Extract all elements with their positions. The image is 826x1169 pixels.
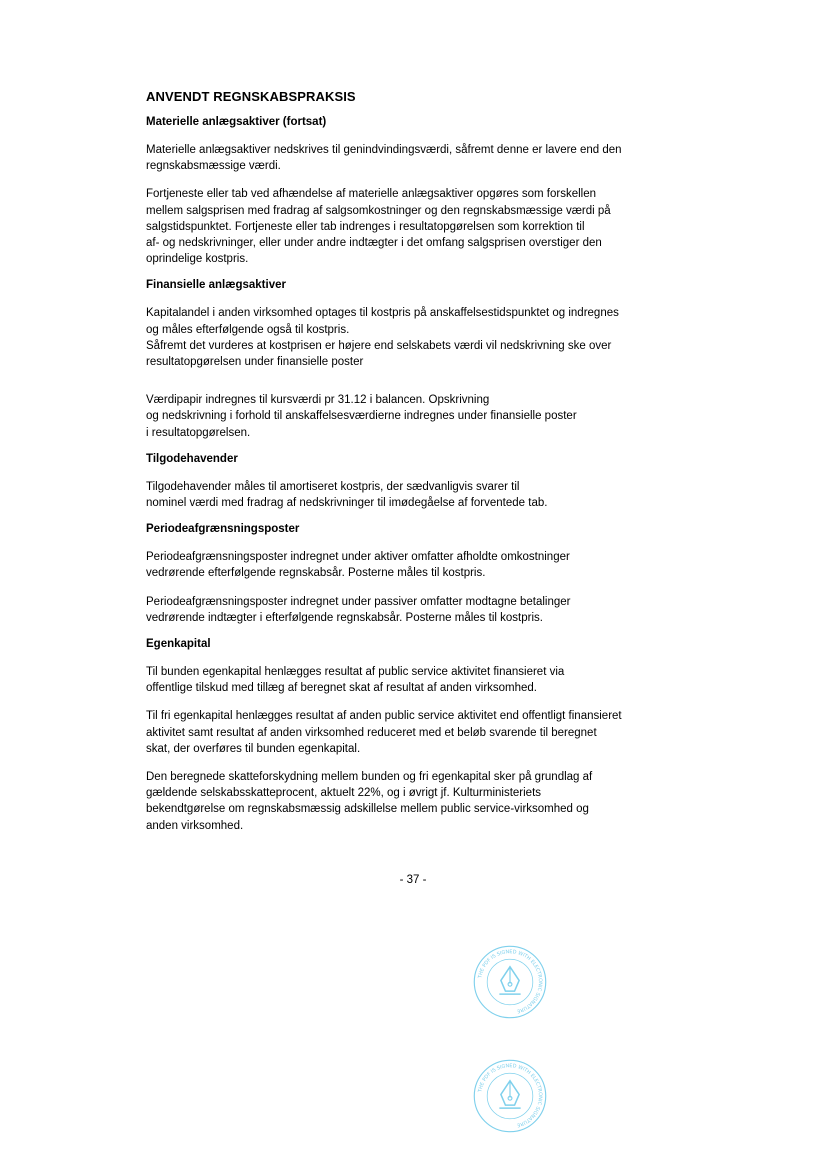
paragraph <box>146 708 666 757</box>
signature-seal-icon <box>472 1058 548 1134</box>
paragraph <box>146 769 666 834</box>
seal-text-2: THE PDF IS SIGNED WITH ELECTRONIC SIGNATURE <box>477 1063 543 1129</box>
section-heading: Finansielle anlægsaktiver <box>146 279 286 292</box>
text-line: bekendtgørelse om regnskabsmæssig adskillelse mellem public service-virksomhed og <box>146 803 589 816</box>
section-heading: Materielle anlægsaktiver (fortsat) <box>146 116 327 128</box>
text-line: vedrørende efterfølgende regnskabsår. Posterne måles til kostpris. <box>146 567 486 580</box>
text-line: Til bunden egenkapital henlægges resultat af public service aktivitet finansieret via <box>146 666 565 679</box>
paragraph <box>146 479 666 511</box>
text-line: og nedskrivning i forhold til anskaffelsesværdierne indregnes under finansielle poster <box>146 410 577 423</box>
text-line: Til fri egenkapital henlægges resultat af anden public service aktivitet end offentligt finansieret <box>146 710 622 723</box>
text-line: resultatopgørelsen under finansielle poster <box>146 356 364 369</box>
signature-seal-icon <box>472 944 548 1020</box>
text-line: salgstidspunktet. Fortjeneste eller tab indrenges i resultatopgørelsen som korrektion til <box>146 220 585 233</box>
section-heading: Tilgodehavender <box>146 452 238 465</box>
seal-text-1: THE PDF IS SIGNED WITH ELECTRONIC SIGNATURE <box>477 949 543 1015</box>
text-line: Kapitalandel i anden virksomhed optages til kostpris på anskaffelsestidspunktet og indregnes <box>146 307 619 320</box>
paragraph <box>146 594 666 626</box>
text-line: af- og nedskrivninger, eller under andre indtægter i det omfang salgsprisen overstiger den <box>146 237 602 250</box>
text-line: gældende selskabsskatteprocent, aktuelt 22%, og i øvrigt jf. Kulturministeriets <box>146 787 542 800</box>
text-line: og måles efterfølgende også til kostpris. <box>146 323 350 336</box>
text-line: anden virksomhed. <box>146 819 244 832</box>
text-line: mellem salgsprisen med fradrag af salgsomkostninger og den regnskabsmæssige værdi på <box>146 204 611 217</box>
text-line: Periodeafgrænsningsposter indregnet under passiver omfatter modtagne betalinger <box>146 595 571 608</box>
text-line: Periodeafgrænsningsposter indregnet under aktiver omfatter afholdte omkostninger <box>146 551 570 564</box>
section-heading: Periodeafgrænsningsposter <box>146 523 300 536</box>
text-line: nominel værdi med fradrag af nedskrivninger til imødegåelse af forventede tab. <box>146 497 548 510</box>
text-line: Materielle anlægsaktiver nedskrives til genindvindingsværdi, såfremt denne er lavere end den <box>146 144 622 156</box>
text-line: aktivitet samt resultat af anden virksomhed reduceret med et beløb svarende til beregnet <box>146 726 597 739</box>
page-content <box>146 89 666 846</box>
paragraph <box>146 142 666 174</box>
section-heading: Egenkapital <box>146 638 211 651</box>
text-line: offentlige tilskud med tillæg af beregnet skat af resultat af anden virksomhed. <box>146 682 538 695</box>
paragraph <box>146 549 666 581</box>
paragraph <box>146 305 666 370</box>
paragraph <box>146 186 666 267</box>
text-line: Værdipapir indregnes til kursværdi pr 31.12 i balancen. Opskrivning <box>146 394 490 407</box>
paragraph-spacer <box>146 382 666 392</box>
paragraph <box>146 392 666 441</box>
text-line: Såfremt det vurderes at kostprisen er højere end selskabets værdi vil nedskrivning ske over <box>146 339 612 352</box>
page-number: - 37 - <box>399 874 427 886</box>
text-line: regnskabsmæssige værdi. <box>146 160 281 173</box>
text-line: vedrørende indtægter i efterfølgende regnskabsår. Posterne måles til kostpris. <box>146 611 543 624</box>
text-line: Fortjeneste eller tab ved afhændelse af materielle anlægsaktiver opgøres som forskellen <box>146 188 596 201</box>
text-line: i resultatopgørelsen. <box>146 426 251 439</box>
page-title: ANVENDT REGNSKABSPRAKSIS <box>146 89 356 104</box>
text-line: skat, der overføres til bunden egenkapital. <box>146 742 361 755</box>
paragraph <box>146 664 666 696</box>
text-line: oprindelige kostpris. <box>146 253 249 266</box>
sections-container <box>146 116 666 834</box>
text-line: Den beregnede skatteforskydning mellem bunden og fri egenkapital sker på grundlag af <box>146 771 593 784</box>
text-line: Tilgodehavender måles til amortiseret kostpris, der sædvanligvis svarer til <box>146 480 520 493</box>
